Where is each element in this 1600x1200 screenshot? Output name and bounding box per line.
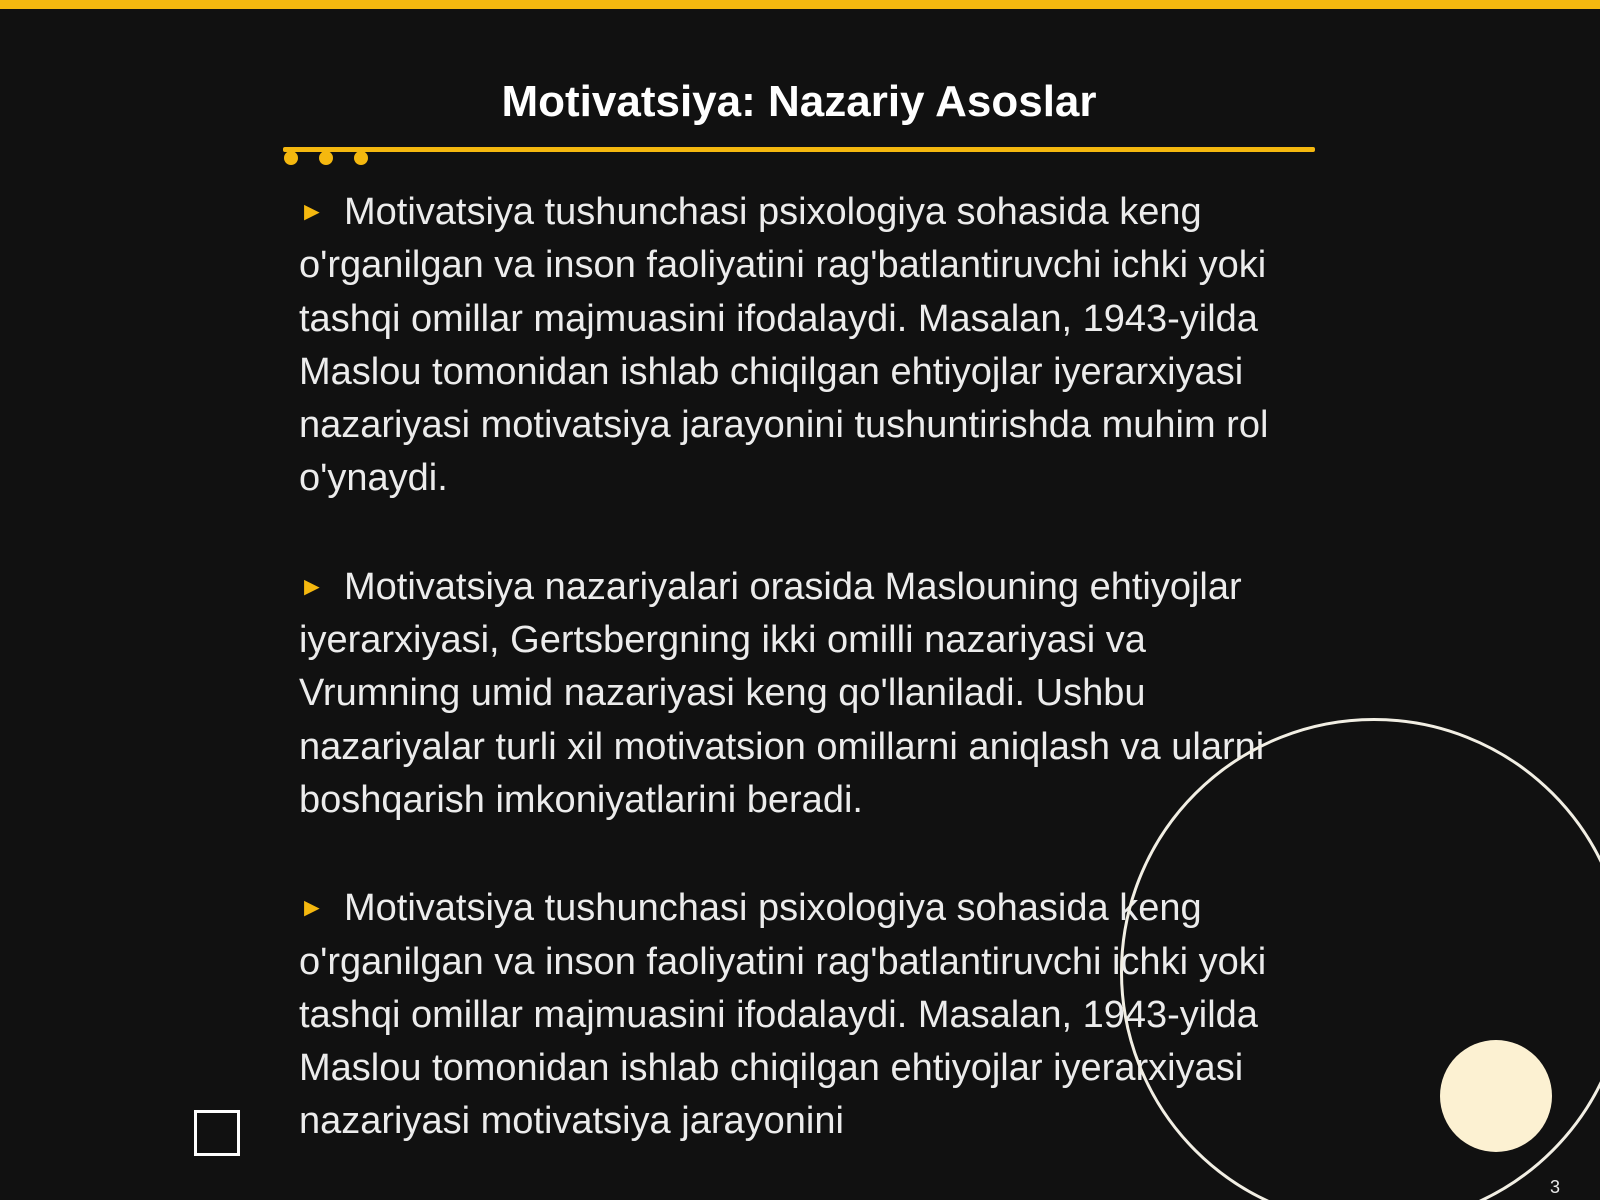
top-accent-bar [0, 0, 1600, 9]
decorative-dot [319, 151, 333, 165]
bullet-arrow-icon: ► [299, 570, 325, 601]
decorative-square [194, 1110, 240, 1156]
bullet-arrow-icon: ► [299, 196, 325, 226]
bullet-paragraph-2 [299, 560, 1289, 827]
decorative-circle-filled [1440, 1040, 1552, 1152]
page-number: 3 [1550, 1177, 1561, 1197]
paragraph-text: Motivatsiya tushunchasi psixologiya sohasida keng o'rganilgan va inson faoliyatini rag'batlantiruvchi ichki yoki tashqi omillar majmuasini ifodalaydi. Masalan, 1943-yilda Maslou tomonidan ishlab chiqilgan ehtiyojlar iyerarxiyasi nazariyasi motivatsiya jarayonini [299, 887, 1267, 1143]
paragraph-text: Motivatsiya nazariyalari orasida Maslouning ehtiyojlar iyerarxiyasi, Gertsbergning ikki omilli nazariyasi va Vrumning umid nazariyasi keng qo'llaniladi. Ushbu nazariyalar turli xil motivatsion omillarni aniqlash va ularni boshqarish imkoniyatlarini beradi. [299, 565, 1265, 821]
paragraph-text: Motivatsiya tushunchasi psixologiya sohasida keng o'rganilgan va inson faoliyatini rag'batlantiruvchi ichki yoki tashqi omillar majmuasini ifodalaydi. Masalan, 1943-yilda Maslou tomonidan ishlab chiqilgan ehtiyojlar iyerarxiyasi nazariyasi motivatsiya jarayonini tushuntirishda muhim rol o'ynaydi. [299, 191, 1269, 500]
bullet-arrow-icon: ► [299, 892, 325, 923]
title-underline [283, 147, 1315, 152]
decorative-dot [354, 151, 368, 165]
bullet-paragraph-1 [299, 185, 1289, 506]
slide-title: Motivatsiya: Nazariy Asoslar [501, 77, 1097, 126]
decorative-dot [284, 151, 298, 165]
